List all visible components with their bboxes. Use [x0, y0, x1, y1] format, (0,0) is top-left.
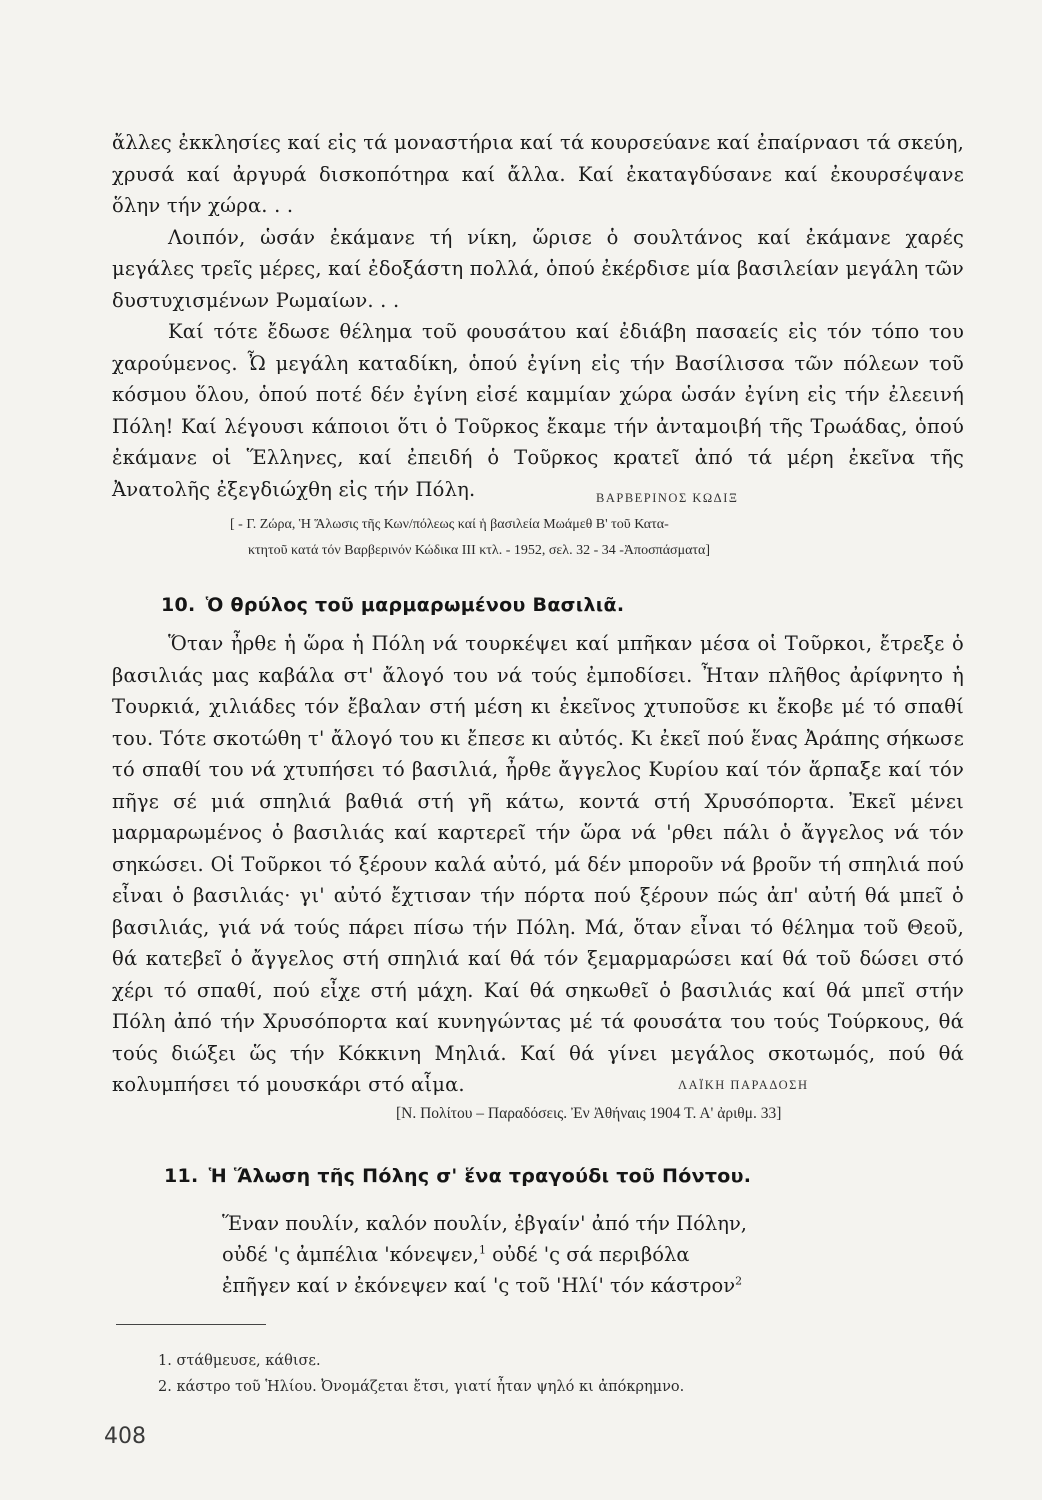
- section-title: Ὁ θρύλος τοῦ μαρμαρωμένου Βασιλιᾶ.: [205, 594, 625, 616]
- paragraph: Καί τότε ἔδωσε θέλημα τοῦ φουσάτου καί ἐδιάβη πασαείς εἰς τόν τόπο του χαρούμενος. Ὦ μεγάλη καταδίκη, ὁπού ἐγίνη εἰς τήν Βασίλισσα τῶν πόλεων τοῦ κόσμου ὅλου, ὁπού ποτέ δέν ἐγίνη εἰσέ καμμίαν χώρα ὡσάν ἐγίνη εἰς τήν ἐλεεινή Πόλη! Καί λέγουσι κάποιοι ὅτι ὁ Τοῦρκος ἔκαμε τήν ἀνταμοιβή τῆς Τρωάδας, ὁπού ἐκάμανε οἱ Ἕλληνες, καί ἐπειδή ὁ Τοῦρκος κρατεῖ ἀπό τά μέρη ἐκεῖνα τῆς Ἀνατολῆς ἐξεγδιώχθη εἰς τήν Πόλη.: [112, 320, 964, 501]
- paragraph: Ὅταν ἦρθε ἡ ὥρα ἡ Πόλη νά τουρκέψει καί μπῆκαν μέσα οἱ Τοῦρκοι, ἔτρεξε ὁ βασιλιάς μας καβάλα στ' ἄλογό του νά τούς ἐμποδίσει. Ἦταν πλῆθος ἀρίφνητο ἡ Τουρκιά, χιλιάδες τόν ἔβαλαν στή μέση κι ἐκεῖνος χτυποῦσε κι ἔκοβε μέ τό σπαθί του. Τότε σκοτώθη τ' ἄλογό του κι ἔπεσε κι αὐτός. Κι ἐκεῖ πού ἕνας Ἀράπης σήκωσε τό σπαθί του νά χτυπήσει τό βασιλιά, ἦρθε ἄγγελος Κυρίου καί τόν ἅρπαξε καί τόν πῆγε σέ μιά σπηλιά βαθιά στή γῆ κάτω, κοντά στή Χρυσόπορτα. Ἐκεῖ μένει μαρμαρωμένος ὁ βασιλιάς καί καρτερεῖ τήν ὥρα νά 'ρθει πάλι ὁ ἄγγελος νά τόν σηκώσει. Οἱ Τοῦρκοι τό ξέρουν καλά αὐτό, μά δέν μποροῦν νά βροῦν τή σπηλιά πού εἶναι ὁ βασιλιάς· γι' αὐτό ἔχτισαν τήν πόρτα πού ξέρουν πώς ἀπ' αὐτή θά μπεῖ ὁ βασιλιάς, γιά νά τούς πάρει πίσω τήν Πόλη. Μά, ὅταν εἶναι τό θέλημα τοῦ Θεοῦ, θά κατεβεῖ ὁ ἄγγελος στή σπηλιά καί θά τόν ξεμαρμαρώσει καί θά τοῦ δώσει στό χέρι τό σπαθί, πού εἶχε στή μάχη. Καί θά σηκωθεῖ ὁ βασιλιάς καί θά μπεῖ στήν Πόλη ἀπό τήν Χρυσόπορτα καί κυνηγώντας μέ τά φουσάτα του τούς Τούρκους, θά τούς διώξει ὥς τήν Κόκκινη Μηλιά. Καί θά γίνει μεγάλος σκοτωμός, πού θά κολυμπήσει τό μουσκάρι στό αἷμα.: [112, 632, 964, 1096]
- section-number: 11.: [164, 1165, 199, 1187]
- footnote: 2. κάστρο τοῦ Ἡλίου. Ὀνομάζεται ἔτσι, γιατί ἦταν ψηλό κι ἀπόκρημνο.: [158, 1379, 685, 1395]
- source-line: [Ν. Πολίτου – Παραδόσεις. Ἐν Ἀθήναις 1904 Τ. Α' ἀριθμ. 33]: [396, 1105, 782, 1122]
- footnote: 1. στάθμευσε, κάθισε.: [158, 1353, 321, 1369]
- paragraph: Λοιπόν, ὡσάν ἐκάμανε τή νίκη, ὥρισε ὁ σουλτάνος καί ἐκάμανε χαρές μεγάλες τρεῖς μέρες, καί ἐδοξάστη πολλά, ὁπού ἐκέρδισε μία βασιλείαν μεγάλη τῶν δυστυχισμένων Ρωμαίων. . .: [112, 225, 964, 312]
- section-number: 10.: [161, 594, 196, 616]
- section-heading: [161, 594, 624, 616]
- paragraph: ἄλλες ἐκκλησίες καί εἰς τά μοναστήρια καί τά κουρσεύανε καί ἐπαίρνασι τά σκεύη, χρυσά καί ἀργυρά δισκοπότηρα καί ἄλλα. Καί ἐκαταγδύσανε καί ἐκουρσέψανε ὅλην τήν χώρα. . .: [112, 131, 964, 217]
- attribution-title: ΒΑΡΒΕΡΙΝΟΣ ΚΩΔΙΞ: [596, 491, 739, 505]
- page-number: 408: [104, 1424, 146, 1449]
- section-title: Ἡ Ἅλωση τῆς Πόλης σ' ἕνα τραγούδι τοῦ Πόντου.: [208, 1165, 752, 1187]
- verse-line: Ἕναν πουλίν, καλόν πουλίν, ἐβγαίν' ἀπό τήν Πόλην,: [222, 1212, 747, 1235]
- source-line: κτητοῦ κατά τόν Βαρβερινόν Κώδικα III κτλ. - 1952, σελ. 32 - 34 -Ἀποσπάσματα]: [248, 543, 711, 558]
- footnote-rule: [116, 1324, 266, 1325]
- verse-line: ἐπῆγεν καί ν ἐκόνεψεν καί 'ς τοῦ 'Ηλί' τόν κάστρον$^2$: [222, 1274, 743, 1297]
- verse-line: οὐδέ 'ς ἀμπέλια 'κόνεψεν,$^1$ οὐδέ 'ς σά περιβόλα: [222, 1243, 690, 1266]
- continued-text: [112, 127, 964, 505]
- footnotes: [158, 1348, 684, 1400]
- attribution-title: ΛΑΪΚΗ ΠΑΡΑΔΟΣΗ: [678, 1078, 809, 1092]
- section-text: [112, 628, 964, 1101]
- verse: [222, 1208, 747, 1301]
- source-line: [ - Γ. Ζώρα, Ἡ Ἅλωσις τῆς Κων/πόλεως καί ἡ βασιλεία Μωάμεθ Β' τοῦ Κατα-: [230, 517, 669, 532]
- section-heading: [164, 1165, 751, 1187]
